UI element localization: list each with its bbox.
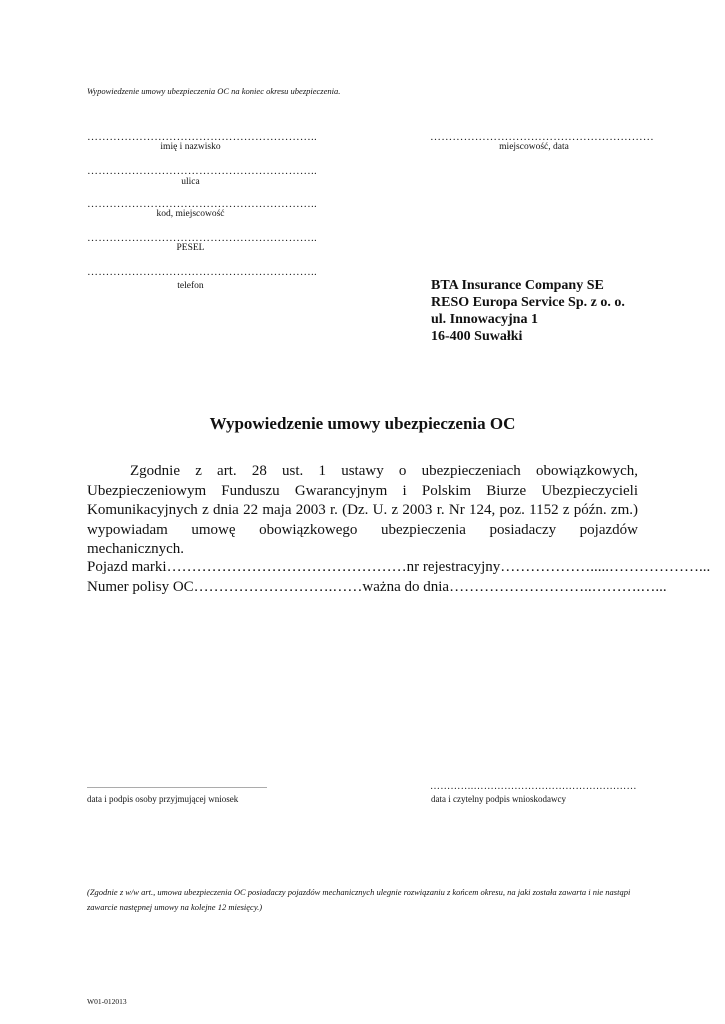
vehicle-make-field[interactable]: …………………………………………: [166, 559, 407, 575]
header-note: Wypowiedzenie umowy ubezpieczenia OC na koniec okresu ubezpieczenia.: [87, 86, 341, 96]
phone-field-line[interactable]: ……………………………………………………..: [87, 266, 317, 278]
policy-line: [87, 579, 667, 596]
insurer-agent: RESO Europa Service Sp. z o. o.: [431, 295, 625, 310]
place-date-field-caption: miejscowość, data: [499, 142, 569, 152]
registration-field[interactable]: ……………….....………………...: [500, 559, 711, 575]
street-field-caption: ulica: [181, 177, 200, 187]
pesel-field-caption: PESEL: [176, 243, 205, 253]
valid-until-field[interactable]: ………………………..……….…...: [449, 579, 667, 595]
policy-number-field[interactable]: ……………………….……: [193, 579, 363, 595]
body-paragraph: Zgodnie z art. 28 ust. 1 ustawy o ubezpieczeniach obowiązkowych, Ubezpieczeniowym Funduszu Gwarancyjnym i Polskim Biurze Ubezpieczycieli Komunikacyjnych z dnia 22 maja 2003 r. (Dz. U. z 2003 r. Nr 124, poz. 1152 z późn. zm.) wypowiadam umowę obowiązkowego ubezpieczenia posiadaczy pojazdów mechanicznych.: [87, 463, 638, 558]
phone-field-caption: telefon: [177, 281, 204, 291]
insurer-name: BTA Insurance Company SE: [431, 278, 604, 293]
applicant-signature-line[interactable]: ………….…………………………………………: [430, 781, 637, 792]
vehicle-make-label: Pojazd marki: [87, 559, 167, 575]
name-field-line[interactable]: ……………………………………………………..: [87, 131, 317, 143]
registration-label: nr rejestracyjny: [406, 559, 501, 575]
insurer-street: ul. Innowacyjna 1: [431, 312, 538, 327]
place-date-field-line[interactable]: ……………………………………………………: [430, 131, 654, 143]
postal-city-field-caption: kod, miejscowość: [156, 209, 225, 219]
document-title: Wypowiedzenie umowy ubezpieczenia OC: [209, 414, 516, 433]
insurer-city: 16-400 Suwałki: [431, 329, 523, 344]
valid-until-label: ważna do dnia: [362, 579, 450, 595]
form-code: W01-012013: [87, 997, 127, 1006]
receiver-signature-caption: data i podpis osoby przyjmującej wniosek: [87, 794, 239, 804]
applicant-signature-caption: data i czytelny podpis wnioskodawcy: [431, 794, 566, 804]
vehicle-line: [87, 559, 710, 576]
receiver-signature-line[interactable]: ..........................................................................................: [87, 781, 267, 790]
pesel-field-line[interactable]: ……………………………………………………..: [87, 232, 317, 244]
postal-city-field-line[interactable]: ……………………………………………………..: [87, 198, 317, 210]
name-field-caption: imię i nazwisko: [160, 142, 221, 152]
policy-number-label: Numer polisy OC: [87, 579, 194, 595]
footnote: (Zgodnie z w/w art., umowa ubezpieczenia OC posiadaczy pojazdów mechanicznych ulegnie rozwiązaniu z końcem okresu, na jaki została zawarta i nie nastąpi zawarcie następnej umowy na kolejne 12 miesięcy.): [87, 887, 631, 912]
street-field-line[interactable]: ……………………………………………………..: [87, 165, 317, 177]
